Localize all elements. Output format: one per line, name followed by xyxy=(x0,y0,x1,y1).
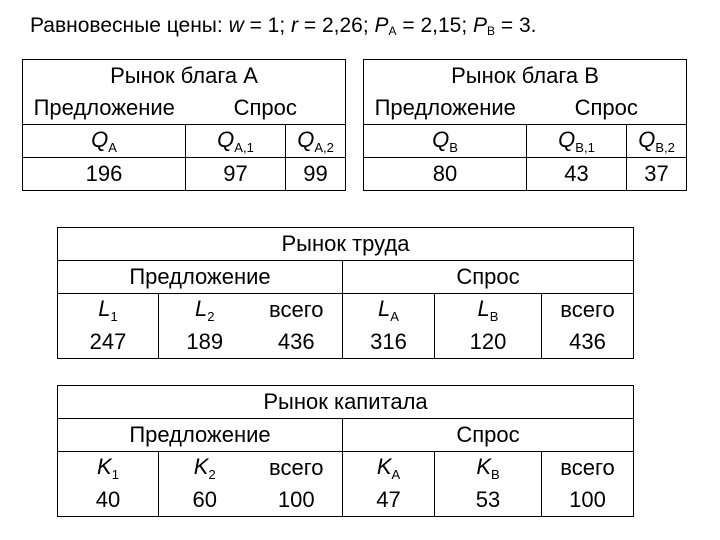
capital-k2-value: 60 xyxy=(192,487,217,512)
labor-l2-symbol: $L_2$ xyxy=(159,294,251,327)
labor-la-value: 316 xyxy=(343,326,435,359)
market-b-demand-label: Спрос xyxy=(527,92,687,125)
market-b-demand1-symbol: $Q_{B,1}$ xyxy=(527,125,627,158)
labor-l1-symbol: $L_1$ xyxy=(58,294,159,327)
labor-l1-value: 247 xyxy=(58,326,159,359)
capital-kb-value: 53 xyxy=(435,484,542,517)
labor-supply-label: Предложение xyxy=(58,261,343,294)
capital-market-table xyxy=(57,385,634,517)
capital-ka-symbol: $K_A$ xyxy=(343,452,435,485)
labor-market-table xyxy=(57,227,634,359)
market-a-supply-label: Предложение xyxy=(23,92,186,125)
market-b-supply-label: Предложение xyxy=(364,92,527,125)
market-b-supply-value: 80 xyxy=(364,158,527,191)
market-b-demand2-value: 37 xyxy=(644,161,669,186)
market-a-title: Рынок блага A xyxy=(110,63,258,88)
capital-demand-total-label: всего xyxy=(542,452,634,485)
market-b-table xyxy=(363,59,687,191)
labor-demand-total-label: всего xyxy=(542,294,634,327)
capital-supply-label: Предложение xyxy=(58,419,343,452)
labor-lb-symbol: $L_B$ xyxy=(435,294,542,327)
capital-k1-symbol: $K_1$ xyxy=(58,452,159,485)
market-a-supply-symbol: $Q_A$ xyxy=(23,125,186,158)
capital-supply-total-value: 100 xyxy=(251,484,343,517)
capital-supply-total-label: всего xyxy=(251,452,343,485)
capital-kb-symbol: $K_B$ xyxy=(435,452,542,485)
capital-k2-symbol: $K_2$ xyxy=(159,452,251,485)
market-a-demand2-value: 99 xyxy=(303,161,328,186)
market-b-title: Рынок блага B xyxy=(451,63,599,88)
labor-demand-total-value: 436 xyxy=(569,329,606,354)
market-b-demand2-symbol: $Q_{B,2}$ xyxy=(627,125,687,158)
market-b-supply-symbol: $Q_B$ xyxy=(364,125,527,158)
labor-lb-value: 120 xyxy=(435,326,542,359)
equilibrium-prices-heading: Равновесные цены: w = 1; r = 2,26; $P_A = 2,15$; $P_B = 3$. xyxy=(30,14,537,38)
market-a-demand1-symbol: $Q_{A,1}$ xyxy=(186,125,286,158)
labor-supply-total-label: всего xyxy=(251,294,343,327)
market-b-demand1-value: 43 xyxy=(527,158,627,191)
market-a-supply-value: 196 xyxy=(23,158,186,191)
labor-l2-value: 189 xyxy=(186,329,224,354)
capital-ka-value: 47 xyxy=(343,484,435,517)
capital-k1-value: 40 xyxy=(58,484,159,517)
labor-market-title: Рынок труда xyxy=(281,231,410,256)
labor-demand-label: Спрос xyxy=(343,261,634,294)
capital-market-title: Рынок капитала xyxy=(263,389,428,414)
labor-la-symbol: $L_A$ xyxy=(343,294,435,327)
capital-demand-total-value: 100 xyxy=(569,487,606,512)
capital-demand-label: Спрос xyxy=(343,419,634,452)
market-a-demand2-symbol: $Q_{A,2}$ xyxy=(286,125,346,158)
market-a-demand-label: Спрос xyxy=(186,92,346,125)
labor-supply-total-value: 436 xyxy=(251,326,343,359)
market-a-demand1-value: 97 xyxy=(186,158,286,191)
market-a-table xyxy=(22,59,346,191)
